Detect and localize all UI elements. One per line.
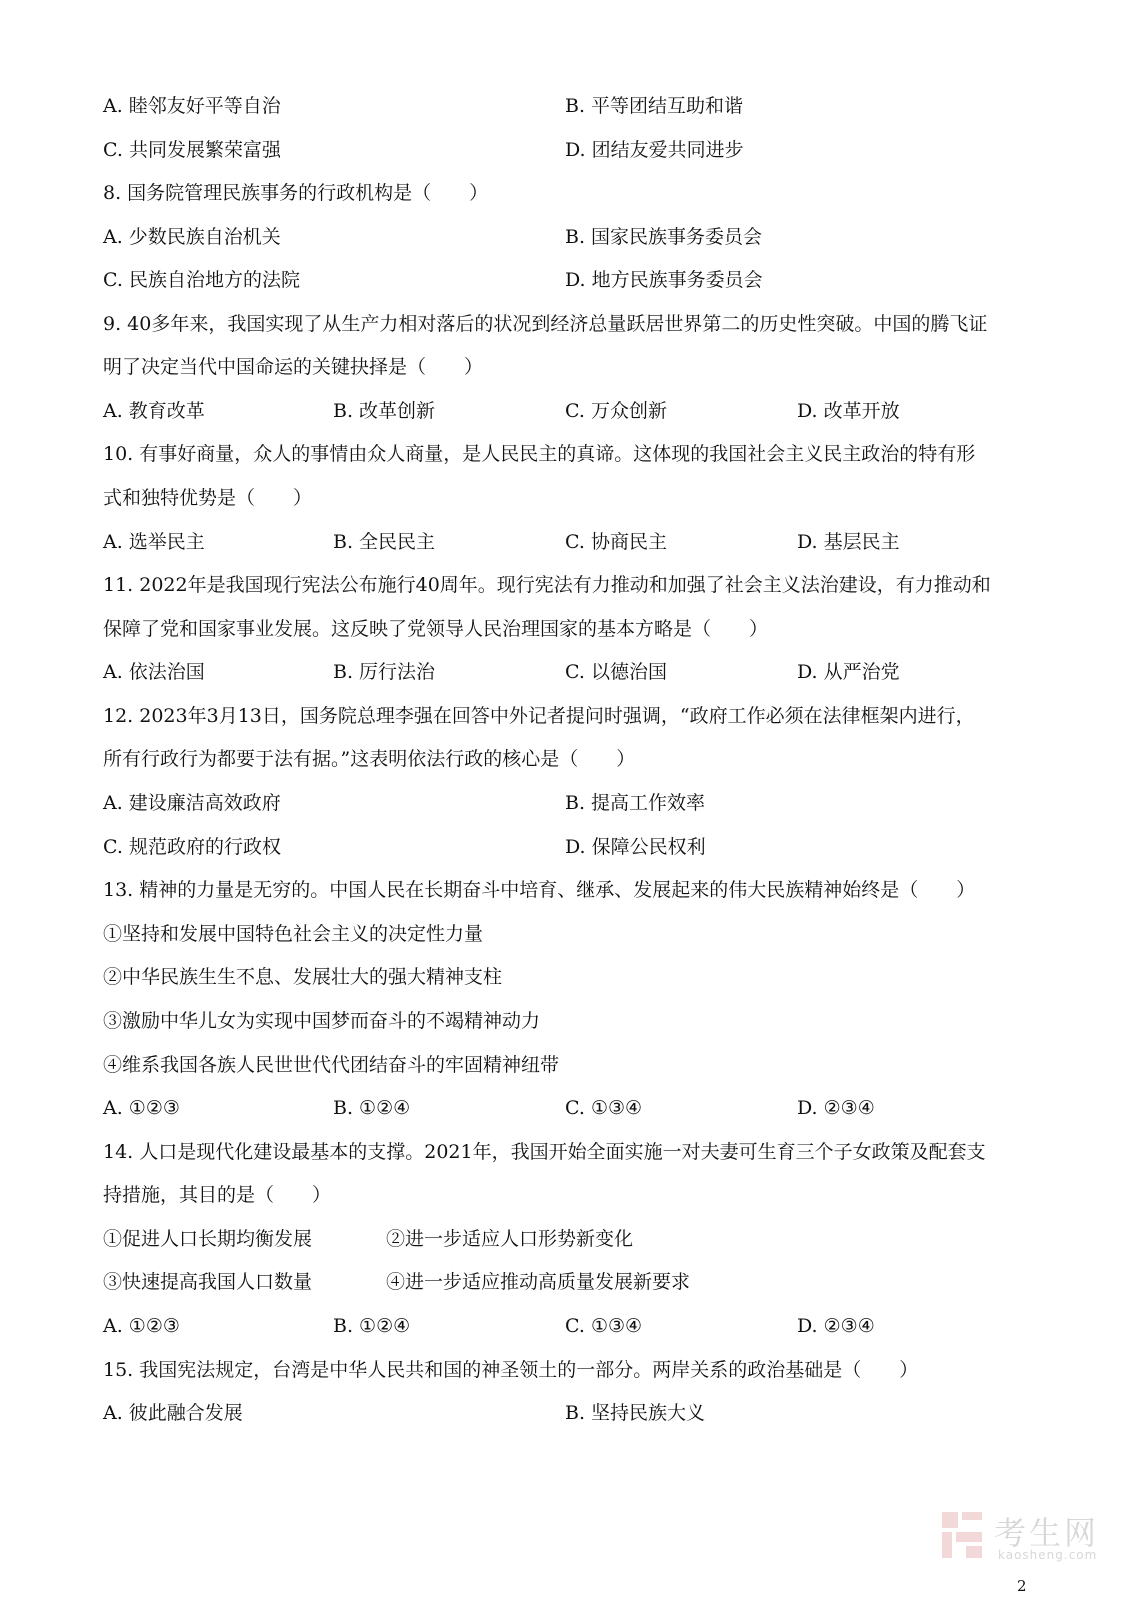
q11-option-a: A. 依法治国 (103, 661, 205, 683)
q12-stem-line2: 所有行政行为都要于法有据。”这表明依法行政的核心是（ ） (103, 748, 636, 770)
q14-statement-3: ③快速提高我国人口数量 (103, 1271, 313, 1293)
q11-option-d: D. 从严治党 (797, 661, 900, 683)
q14-option-d: D. ②③④ (797, 1315, 875, 1337)
q14-option-b: B. ①②④ (333, 1315, 411, 1337)
q10-option-a: A. 选举民主 (103, 531, 205, 553)
q8-option-a: A. 少数民族自治机关 (103, 226, 281, 248)
q10-option-c: C. 协商民主 (565, 531, 667, 553)
q14-option-c: C. ①③④ (565, 1315, 643, 1337)
q7-option-c: C. 共同发展繁荣富强 (103, 139, 281, 161)
q9-option-c: C. 万众创新 (565, 400, 667, 422)
q12-stem-line1: 12. 2023年3月13日，国务院总理李强在回答中外记者提问时强调，“政府工作必须在法律框架内进行， (103, 705, 975, 727)
q11-stem-line1: 11. 2022年是我国现行宪法公布施行40周年。现行宪法有力推动和加强了社会主义法治建设，有力推动和 (103, 574, 991, 596)
q12-option-a: A. 建设廉洁高效政府 (103, 792, 281, 814)
q8-option-b: B. 国家民族事务委员会 (565, 226, 763, 248)
q14-stem-line1: 14. 人口是现代化建设最基本的支撑。2021年，我国开始全面实施一对夫妻可生育三个子女政策及配套支 (103, 1141, 986, 1163)
q9-stem-line2: 明了决定当代中国命运的关键抉择是（ ） (103, 356, 484, 378)
q9-option-b: B. 改革创新 (333, 400, 436, 422)
q12-option-d: D. 保障公民权利 (565, 836, 706, 858)
q10-option-b: B. 全民民主 (333, 531, 436, 553)
watermark-text: 考生网 (994, 1514, 1100, 1552)
q13-option-d: D. ②③④ (797, 1097, 875, 1119)
q13-stem: 13. 精神的力量是无穷的。中国人民在长期奋斗中培育、继承、发展起来的伟大民族精神始终是（ ） (103, 879, 976, 901)
q10-stem-line2: 式和独特优势是（ ） (103, 487, 313, 509)
q10-stem-line1: 10. 有事好商量，众人的事情由众人商量，是人民民主的真谛。这体现的我国社会主义民主政治的特有形 (103, 443, 976, 465)
watermark (940, 1506, 1120, 1570)
q9-option-a: A. 教育改革 (103, 400, 205, 422)
q13-option-b: B. ①②④ (333, 1097, 411, 1119)
q14-statement-2: ②进一步适应人口形势新变化 (386, 1228, 634, 1250)
watermark-logo-icon (940, 1510, 984, 1560)
q10-option-d: D. 基层民主 (797, 531, 900, 553)
q9-stem-line1: 9. 40多年来，我国实现了从生产力相对落后的状况到经济总量跃居世界第二的历史性突破。中国的腾飞证 (103, 313, 988, 335)
q7-option-a: A. 睦邻友好平等自治 (103, 95, 281, 117)
q15-stem: 15. 我国宪法规定，台湾是中华人民共和国的神圣领土的一部分。两岸关系的政治基础是（ ） (103, 1359, 919, 1381)
q13-option-c: C. ①③④ (565, 1097, 643, 1119)
q11-option-c: C. 以德治国 (565, 661, 667, 683)
q13-statement-1: ①坚持和发展中国特色社会主义的决定性力量 (103, 923, 484, 945)
watermark-subtext: kaosheng.com (998, 1548, 1098, 1562)
q11-stem-line2: 保障了党和国家事业发展。这反映了党领导人民治理国家的基本方略是（ ） (103, 618, 769, 640)
q14-stem-line2: 持措施，其目的是（ ） (103, 1184, 332, 1206)
q8-stem: 8. 国务院管理民族事务的行政机构是（ ） (103, 182, 489, 204)
q14-statement-4: ④进一步适应推动高质量发展新要求 (386, 1271, 691, 1293)
q14-option-a: A. ①②③ (103, 1315, 180, 1337)
q13-option-a: A. ①②③ (103, 1097, 180, 1119)
q15-option-b: B. 坚持民族大义 (565, 1402, 706, 1424)
q7-option-b: B. 平等团结互助和谐 (565, 95, 744, 117)
q12-option-b: B. 提高工作效率 (565, 792, 706, 814)
q13-statement-4: ④维系我国各族人民世世代代团结奋斗的牢固精神纽带 (103, 1054, 560, 1076)
q15-option-a: A. 彼此融合发展 (103, 1402, 243, 1424)
q11-option-b: B. 厉行法治 (333, 661, 436, 683)
q13-statement-3: ③激励中华儿女为实现中国梦而奋斗的不竭精神动力 (103, 1010, 541, 1032)
q8-option-c: C. 民族自治地方的法院 (103, 269, 300, 291)
q8-option-d: D. 地方民族事务委员会 (565, 269, 763, 291)
q7-option-d: D. 团结友爱共同进步 (565, 139, 744, 161)
q12-option-c: C. 规范政府的行政权 (103, 836, 281, 858)
q9-option-d: D. 改革开放 (797, 400, 900, 422)
page-number: 2 (1017, 1577, 1027, 1595)
q13-statement-2: ②中华民族生生不息、发展壮大的强大精神支柱 (103, 966, 503, 988)
q14-statement-1: ①促进人口长期均衡发展 (103, 1228, 313, 1250)
